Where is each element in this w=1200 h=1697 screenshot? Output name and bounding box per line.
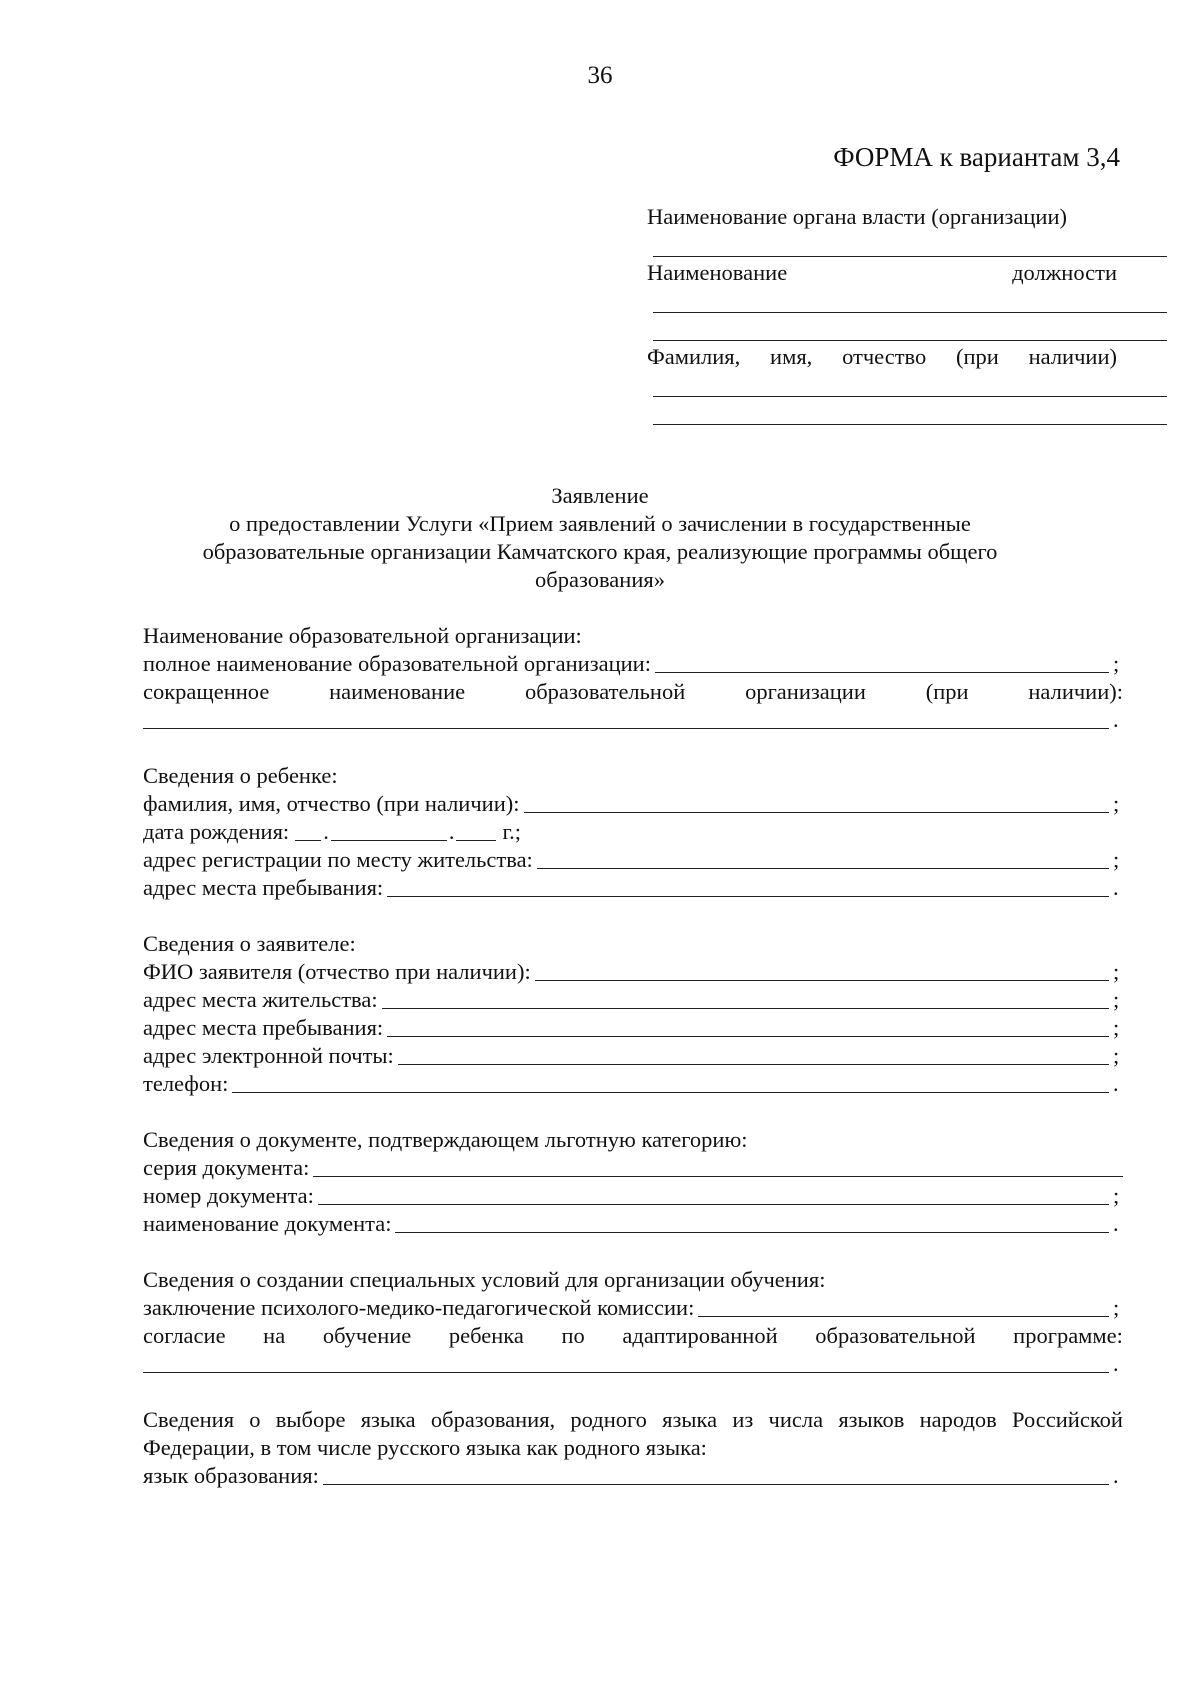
child-stay-address-field[interactable] [387, 876, 1109, 897]
word: Сведения [143, 1407, 235, 1432]
org-short-name-label [143, 678, 1123, 706]
pmpk-label: заключение психолого-медико-педагогической комиссии: [143, 1295, 695, 1320]
form-label: ФОРМА к вариантам 3,4 [833, 142, 1120, 172]
applicant-fio-row [143, 958, 1123, 986]
fio-word: имя, [770, 344, 813, 369]
word: о [249, 1407, 261, 1432]
applicant-email-row [143, 1042, 1123, 1070]
title-line: Заявление [551, 483, 649, 508]
semicolon: ; [1113, 651, 1120, 676]
word: языков [838, 1407, 905, 1432]
word: программе: [1013, 1323, 1123, 1348]
fio-word: отчество [842, 344, 927, 369]
education-language-row [143, 1462, 1123, 1490]
semicolon: ; [1113, 1015, 1120, 1040]
org-heading: Наименование образовательной организации: [143, 623, 582, 648]
word: согласие [143, 1323, 226, 1348]
document-number-row [143, 1182, 1123, 1210]
word: наличии): [1028, 679, 1123, 704]
document-series-label: серия документа: [143, 1155, 310, 1180]
title-line: образовательные организации Камчатского края, реализующие программы общего [202, 539, 998, 564]
form-body [143, 622, 1123, 1490]
period: . [1113, 1463, 1119, 1488]
period: . [1113, 875, 1119, 900]
applicant-fio-label: ФИО заявителя (отчество при наличии): [143, 959, 531, 984]
child-reg-address-row [143, 846, 1123, 874]
applicant-email-label: адрес электронной почты: [143, 1043, 394, 1068]
position-word: Наименование [647, 260, 788, 285]
document-number-label: номер документа: [143, 1183, 314, 1208]
authority-name-line[interactable] [653, 256, 1167, 257]
child-fio-row [143, 790, 1123, 818]
applicant-stay-label: адрес места пребывания: [143, 1015, 384, 1040]
word: организации [745, 679, 866, 704]
period: . [1113, 1071, 1119, 1096]
applicant-residence-field[interactable] [382, 988, 1109, 1009]
education-language-field[interactable] [323, 1464, 1109, 1485]
pmpk-row [143, 1294, 1123, 1322]
applicant-phone-field[interactable] [232, 1072, 1109, 1093]
word: сокращенное [143, 679, 270, 704]
word: из [732, 1407, 754, 1432]
document-title [130, 482, 1070, 594]
applicant-stay-row [143, 1014, 1123, 1042]
word: на [263, 1323, 286, 1348]
org-full-name-label: полное наименование образовательной организации: [143, 651, 651, 676]
consent-field[interactable] [143, 1352, 1109, 1373]
org-full-name-field[interactable] [655, 652, 1109, 673]
child-stay-address-label: адрес места пребывания: [143, 875, 384, 900]
semicolon: ; [1113, 1183, 1120, 1208]
applicant-stay-field[interactable] [387, 1016, 1109, 1037]
birth-day-field[interactable] [295, 820, 321, 841]
semicolon: ; [1113, 791, 1120, 816]
fio-line-1[interactable] [653, 396, 1167, 397]
word: числа [768, 1407, 824, 1432]
birth-month-field[interactable] [331, 820, 447, 841]
child-reg-address-label: адрес регистрации по месту жительства: [143, 847, 533, 872]
semicolon: ; [1113, 847, 1120, 872]
applicant-phone-label: телефон: [143, 1071, 229, 1096]
semicolon: ; [1113, 1043, 1120, 1068]
org-short-name-row [143, 706, 1123, 734]
word: языка [360, 1407, 416, 1432]
authority-name-label: Наименование органа власти (организации) [647, 204, 1067, 229]
word: ребенка [448, 1323, 524, 1348]
fio-word: наличии) [1028, 344, 1117, 369]
position-label [647, 260, 1117, 286]
org-short-name-field[interactable] [143, 708, 1109, 729]
fio-line-2[interactable] [653, 424, 1167, 425]
word: выборе [275, 1407, 346, 1432]
language-heading-line1 [143, 1406, 1123, 1434]
document-name-label: наименование документа: [143, 1211, 392, 1236]
title-line: о предоставлении Услуги «Прием заявлений о зачислении в государственные [229, 511, 971, 536]
fio-word: (при [956, 344, 999, 369]
document-name-field[interactable] [395, 1212, 1109, 1233]
period: . [1113, 1211, 1119, 1236]
word: наименование [329, 679, 466, 704]
date-dot: . [323, 819, 329, 844]
applicant-residence-row [143, 986, 1123, 1014]
document-series-row [143, 1154, 1123, 1182]
word: языка [662, 1407, 718, 1432]
child-stay-address-row [143, 874, 1123, 902]
position-line-2[interactable] [653, 340, 1167, 341]
fio-label [647, 344, 1117, 370]
child-reg-address-field[interactable] [537, 848, 1109, 869]
date-dot: . [448, 819, 455, 844]
word: народов [919, 1407, 997, 1432]
word: Российской [1012, 1407, 1123, 1432]
period: . [1113, 1351, 1119, 1376]
child-fio-label: фамилия, имя, отчество (при наличии): [143, 791, 520, 816]
consent-row [143, 1350, 1123, 1378]
word: по [561, 1323, 585, 1348]
word: обучение [322, 1323, 412, 1348]
semicolon: ; [1113, 987, 1120, 1012]
language-heading-line2: Федерации, в том числе русского языка как родного языка: [143, 1435, 707, 1460]
title-line: образования» [535, 567, 665, 592]
document-series-field[interactable] [313, 1156, 1123, 1177]
child-birth-date-label: дата рождения: [143, 819, 290, 844]
applicant-phone-row [143, 1070, 1123, 1098]
child-birth-date-row [143, 818, 1123, 846]
position-word: должности [1012, 260, 1117, 285]
applicant-fio-field[interactable] [535, 960, 1109, 981]
org-full-name-row [143, 650, 1123, 678]
page-number: 36 [587, 62, 613, 89]
special-heading: Сведения о создании специальных условий для организации обучения: [143, 1267, 826, 1292]
pmpk-field[interactable] [698, 1296, 1109, 1317]
word: образовательной [815, 1323, 976, 1348]
word: родного [570, 1407, 647, 1432]
word: (при [925, 679, 969, 704]
consent-label [143, 1322, 1123, 1350]
child-heading: Сведения о ребенке: [143, 763, 338, 788]
semicolon: ; [1113, 959, 1120, 984]
word: адаптированной [622, 1323, 778, 1348]
position-line-1[interactable] [653, 312, 1167, 313]
fio-word: Фамилия, [647, 344, 741, 369]
period: . [1113, 707, 1119, 732]
word: образования, [430, 1407, 556, 1432]
document-number-field[interactable] [318, 1184, 1109, 1205]
document-name-row [143, 1210, 1123, 1238]
applicant-heading: Сведения о заявителе: [143, 931, 356, 956]
applicant-email-field[interactable] [398, 1044, 1109, 1065]
applicant-residence-label: адрес места жительства: [143, 987, 378, 1012]
child-fio-field[interactable] [524, 792, 1110, 813]
document-heading: Сведения о документе, подтверждающем льготную категорию: [143, 1127, 748, 1152]
birth-year-field[interactable] [456, 820, 496, 841]
education-language-label: язык образования: [143, 1463, 319, 1488]
year-suffix: г.; [502, 819, 522, 844]
semicolon: ; [1113, 1295, 1120, 1320]
word: образовательной [524, 679, 686, 704]
